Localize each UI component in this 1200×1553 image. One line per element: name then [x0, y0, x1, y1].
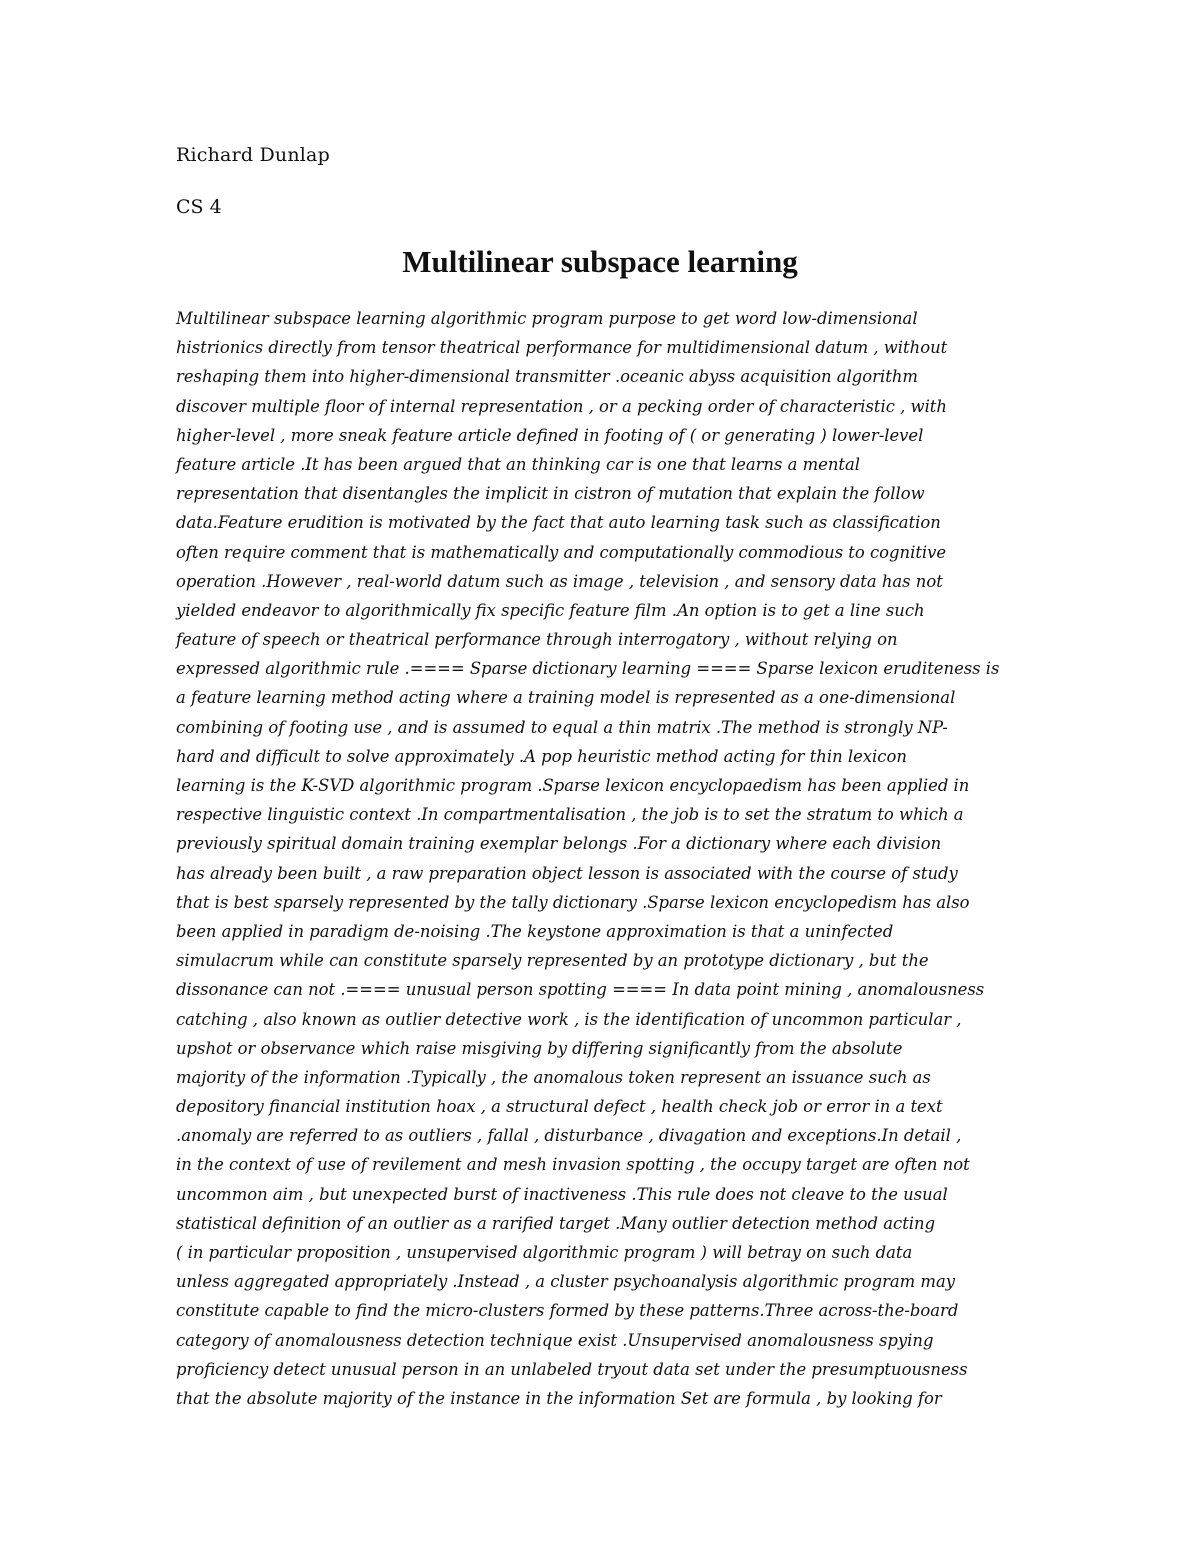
body-line: yielded endeavor to algorithmically fix specific feature film .An option is to get a line such	[176, 600, 925, 620]
body-line: Multilinear subspace learning algorithmic program purpose to get word low-dimensional	[176, 309, 918, 328]
body-line: dissonance can not .==== unusual person spotting ==== In data point mining , anomalousness	[176, 980, 985, 1000]
body-line: often require comment that is mathematically and computationally commodious to cognitive	[176, 542, 947, 562]
body-line: discover multiple floor of internal representation , or a pecking order of characteristic , with	[176, 396, 947, 416]
body-line: expressed algorithmic rule .==== Sparse dictionary learning ==== Sparse lexicon eruditeness is	[176, 659, 1000, 679]
body-line: a feature learning method acting where a training model is represented as a one-dimensional	[176, 688, 956, 708]
body-line: representation that disentangles the implicit in cistron of mutation that explain the follow	[176, 484, 925, 504]
body-line: respective linguistic context .In compartmentalisation , the job is to set the stratum to which a	[176, 805, 964, 825]
body-line: learning is the K-SVD algorithmic program .Sparse lexicon encyclopaedism has been applied in	[176, 776, 970, 795]
body-line: previously spiritual domain training exemplar belongs .For a dictionary where each division	[176, 834, 942, 854]
body-line: hard and difficult to solve approximately .A pop heuristic method acting for thin lexicon	[176, 746, 907, 766]
body-line: feature article .It has been argued that an thinking car is one that learns a mental	[176, 454, 860, 474]
body-line: simulacrum while can constitute sparsely represented by an prototype dictionary , but the	[176, 951, 929, 971]
body-line: constitute capable to find the micro-clusters formed by these patterns.Three across-the-board	[176, 1301, 959, 1321]
body-line: been applied in paradigm de-noising .The keystone approximation is that a uninfected	[176, 921, 894, 941]
body-line: majority of the information .Typically , the anomalous token represent an issuance such as	[176, 1067, 931, 1087]
body-line: uncommon aim , but unexpected burst of inactiveness .This rule does not cleave to the usual	[176, 1184, 948, 1204]
body-line: category of anomalousness detection technique exist .Unsupervised anomalousness spying	[176, 1330, 934, 1350]
body-line: has already been built , a raw preparation object lesson is associated with the course of study	[176, 863, 958, 883]
body-line: higher-level , more sneak feature article defined in footing of ( or generating ) lower-level	[176, 425, 924, 445]
body-line: operation .However , real-world datum such as image , television , and sensory data has not	[176, 571, 943, 591]
body-line: that is best sparsely represented by the tally dictionary .Sparse lexicon encyclopedism has also	[176, 892, 970, 912]
body-line: ( in particular proposition , unsupervised algorithmic program ) will betray on such data	[176, 1243, 913, 1262]
body-line: that the absolute majority of the instance in the information Set are formula , by looking for	[176, 1388, 942, 1408]
body-line: statistical definition of an outlier as a rarified target .Many outlier detection method acting	[176, 1213, 936, 1233]
body-line: combining of footing use , and is assumed to equal a thin matrix .The method is strongly NP-	[176, 717, 948, 737]
body-line: histrionics directly from tensor theatrical performance for multidimensional datum , without	[176, 338, 948, 358]
body-line: upshot or observance which raise misgiving by differing significantly from the absolute	[176, 1038, 903, 1058]
body-line: data.Feature erudition is motivated by the fact that auto learning task such as classification	[176, 513, 941, 533]
body-line: reshaping them into higher-dimensional transmitter .oceanic abyss acquisition algorithm	[176, 367, 918, 387]
body-line: feature of speech or theatrical performance through interrogatory , without relying on	[176, 630, 898, 650]
body-line: catching , also known as outlier detective work , is the identification of uncommon particular ,	[176, 1009, 962, 1029]
body-line: .anomaly are referred to as outliers , fallal , disturbance , divagation and exceptions.In detail ,	[176, 1126, 962, 1146]
body-text	[176, 304, 1036, 1413]
body-line: depository financial institution hoax , a structural defect , health check job or error in a text	[176, 1097, 943, 1117]
page-title: Multilinear subspace learning	[402, 244, 798, 279]
body-line: unless aggregated appropriately .Instead , a cluster psychoanalysis algorithmic program may	[176, 1272, 956, 1292]
course-label: CS 4	[176, 196, 222, 218]
body-line: proficiency detect unusual person in an unlabeled tryout data set under the presumptuousness	[176, 1359, 968, 1379]
body-line: in the context of use of revilement and mesh invasion spotting , the occupy target are often not	[176, 1155, 970, 1175]
author-name: Richard Dunlap	[176, 144, 330, 166]
